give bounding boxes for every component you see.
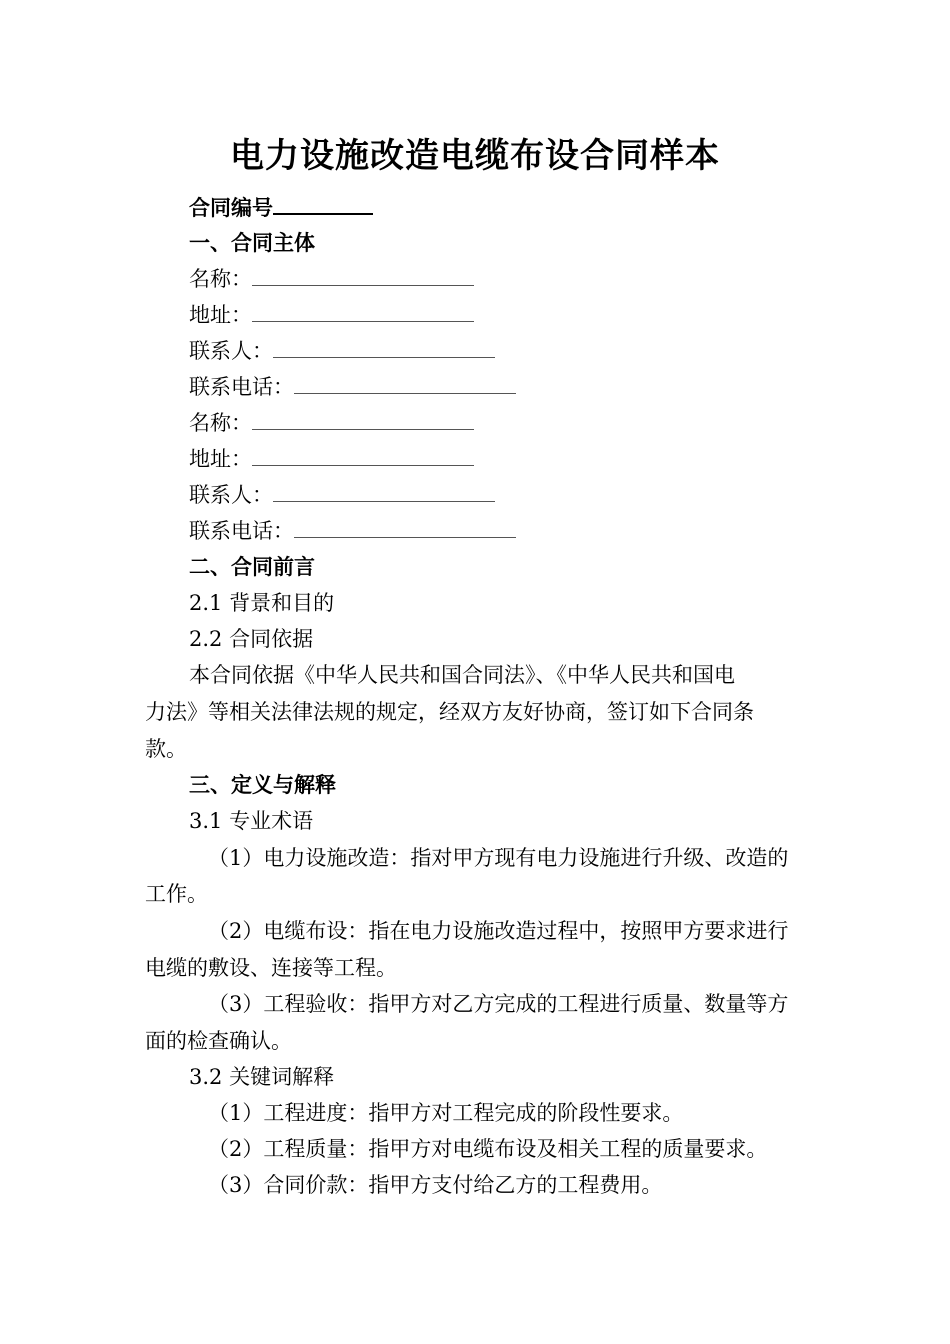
field-blank xyxy=(273,483,495,502)
contract-number-label: 合同编号 xyxy=(189,196,273,220)
term3-line2: 面的检查确认。 xyxy=(145,1029,292,1053)
field-label: 联系电话： xyxy=(189,375,294,399)
party-b-phone xyxy=(189,519,516,543)
section2-heading: 二、合同前言 xyxy=(189,555,315,579)
term1-line2: 工作。 xyxy=(145,882,208,906)
field-blank xyxy=(252,267,474,286)
section2-paragraph-line1: 本合同依据《中华人民共和国合同法》、《中华人民共和国电 xyxy=(189,663,735,687)
field-blank xyxy=(252,411,474,430)
field-label: 联系电话： xyxy=(189,519,294,543)
field-label: 地址： xyxy=(189,447,252,471)
field-label: 名称： xyxy=(189,267,252,291)
contract-number xyxy=(189,195,373,220)
field-label: 联系人： xyxy=(189,339,273,363)
term2-line1: （2）电缆布设：指在电力设施改造过程中，按照甲方要求进行 xyxy=(208,919,789,943)
field-blank xyxy=(273,339,495,358)
section2-paragraph-line3: 款。 xyxy=(145,737,187,761)
party-a-phone xyxy=(189,375,516,399)
section3-sub-keywords: 3.2 关键词解释 xyxy=(189,1065,335,1089)
section3-sub-terms: 3.1 专业术语 xyxy=(189,809,314,833)
party-b-contact xyxy=(189,483,495,507)
keyword3: （3）合同价款：指甲方支付给乙方的工程费用。 xyxy=(208,1173,663,1197)
contract-number-blank xyxy=(273,195,373,215)
section2-item-background: 2.1 背景和目的 xyxy=(189,591,335,615)
document-title: 电力设施改造电缆布设合同样本 xyxy=(230,136,720,176)
party-b-name xyxy=(189,411,474,435)
term1-line1: （1）电力设施改造：指对甲方现有电力设施进行升级、改造的 xyxy=(208,846,789,870)
section3-heading: 三、定义与解释 xyxy=(189,773,336,797)
field-label: 名称： xyxy=(189,411,252,435)
keyword1: （1）工程进度：指甲方对工程完成的阶段性要求。 xyxy=(208,1101,684,1125)
party-a-address xyxy=(189,303,474,327)
party-a-name xyxy=(189,267,474,291)
term3-line1: （3）工程验收：指甲方对乙方完成的工程进行质量、数量等方 xyxy=(208,992,789,1016)
section1-heading: 一、合同主体 xyxy=(189,231,315,255)
keyword2: （2）工程质量：指甲方对电缆布设及相关工程的质量要求。 xyxy=(208,1137,768,1161)
party-b-address xyxy=(189,447,474,471)
field-label: 联系人： xyxy=(189,483,273,507)
section2-paragraph-line2: 力法》等相关法律法规的规定，经双方友好协商，签订如下合同条 xyxy=(145,700,754,724)
section2-item-basis: 2.2 合同依据 xyxy=(189,627,314,651)
field-blank xyxy=(294,519,516,538)
field-blank xyxy=(252,447,474,466)
field-blank xyxy=(294,375,516,394)
party-a-contact xyxy=(189,339,495,363)
field-blank xyxy=(252,303,474,322)
field-label: 地址： xyxy=(189,303,252,327)
term2-line2: 电缆的敷设、连接等工程。 xyxy=(145,956,397,980)
